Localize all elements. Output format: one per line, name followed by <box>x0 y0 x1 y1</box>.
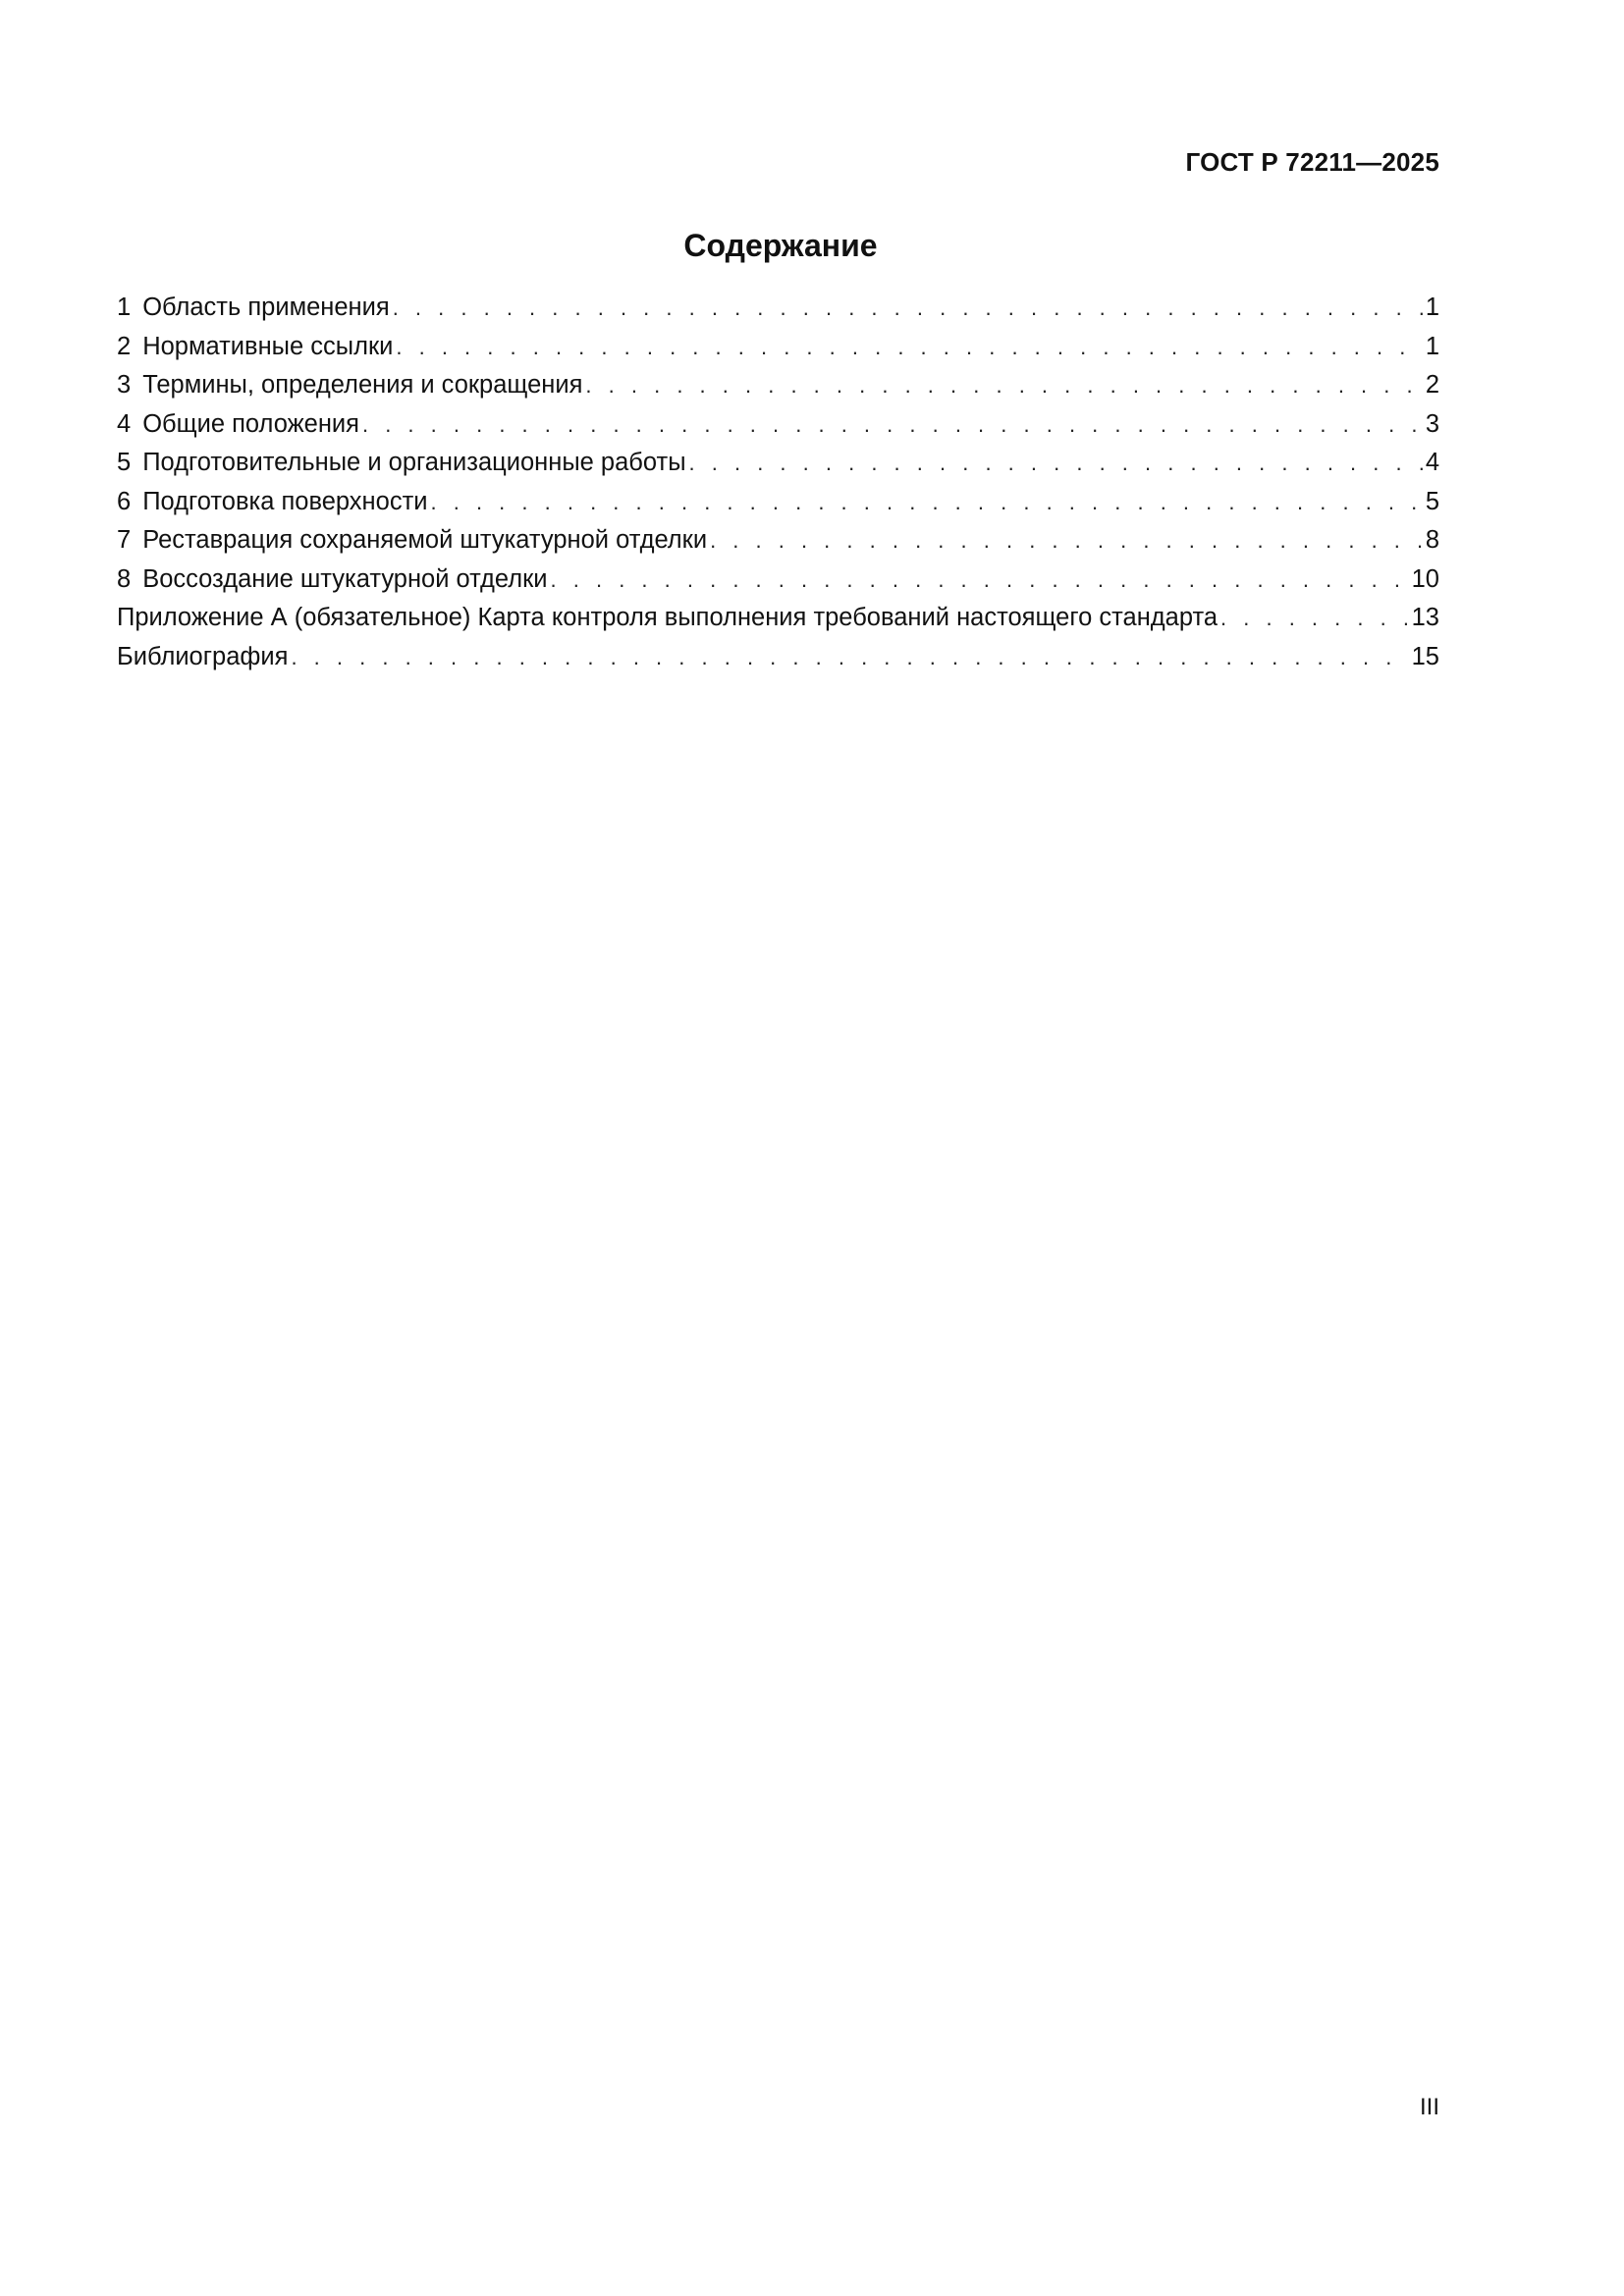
toc-entry-3[interactable] <box>117 369 1439 408</box>
toc-entry-bibliography[interactable] <box>117 641 1439 680</box>
toc-dot-leader <box>291 642 1408 673</box>
toc-entry-page: 2 <box>1425 371 1439 399</box>
page-number: III <box>1419 2094 1439 2120</box>
table-of-contents-title: Содержание <box>683 228 878 263</box>
toc-entry-title: Область применения <box>142 294 390 321</box>
toc-entry-number: 7 <box>117 526 132 554</box>
toc-entry-title: Подготовительные и организационные работы <box>142 449 686 476</box>
toc-entry-2[interactable] <box>117 331 1439 370</box>
toc-entry-1[interactable] <box>117 292 1439 331</box>
toc-entry-title-group <box>117 486 428 517</box>
toc-entry-8[interactable] <box>117 563 1439 603</box>
toc-entry-number: 2 <box>117 332 132 360</box>
document-code: ГОСТ Р 72211—2025 <box>1185 147 1439 177</box>
toc-entry-number: 5 <box>117 449 132 476</box>
toc-dot-leader <box>362 409 1423 441</box>
toc-entry-page: 15 <box>1411 642 1439 670</box>
toc-entry-page: 13 <box>1411 604 1439 631</box>
toc-entry-title-group <box>117 447 686 478</box>
toc-entry-page: 1 <box>1425 332 1439 360</box>
toc-entry-title: Нормативные ссылки <box>142 332 394 360</box>
toc-dot-leader <box>396 332 1422 363</box>
toc-dot-leader <box>431 487 1423 518</box>
toc-entry-6[interactable] <box>117 486 1439 525</box>
toc-entry-title-group <box>117 331 393 362</box>
toc-entry-page: 3 <box>1425 409 1439 438</box>
toc-entry-title: Библиография <box>117 642 289 670</box>
toc-entry-title: Реставрация сохраняемой штукатурной отделки <box>142 526 708 554</box>
toc-entry-title: Термины, определения и сокращения <box>142 371 583 399</box>
toc-dot-leader <box>585 370 1422 401</box>
toc-entry-title-group <box>117 292 390 323</box>
toc-entry-title-group <box>117 563 548 595</box>
toc-entry-title: Воссоздание штукатурной отделки <box>142 564 548 593</box>
toc-entry-title-group <box>117 641 288 672</box>
toc-dot-leader <box>689 448 1423 479</box>
toc-entry-title: Общие положения <box>142 409 359 438</box>
toc-entry-number: 6 <box>117 487 132 515</box>
toc-entry-title-group <box>117 602 1218 633</box>
toc-entry-title: Приложение А (обязательное) Карта контроля выполнения требований настоящего стандарта <box>117 604 1218 631</box>
toc-entry-title-group <box>117 524 707 556</box>
toc-entry-number: 1 <box>117 294 132 321</box>
toc-entry-7[interactable] <box>117 524 1439 563</box>
toc-entry-5[interactable] <box>117 447 1439 486</box>
toc-entry-appendix-a[interactable] <box>117 602 1439 641</box>
toc-entry-number: 3 <box>117 371 132 399</box>
table-of-contents <box>117 292 1439 679</box>
toc-entry-page: 10 <box>1411 564 1439 593</box>
toc-entry-number: 8 <box>117 564 132 593</box>
toc-entry-number: 4 <box>117 409 132 438</box>
toc-entry-title: Подготовка поверхности <box>142 487 428 515</box>
toc-entry-title-group <box>117 369 582 400</box>
toc-entry-page: 5 <box>1425 487 1439 515</box>
toc-entry-page: 8 <box>1425 526 1439 554</box>
toc-dot-leader <box>551 564 1409 596</box>
toc-entry-title-group <box>117 408 359 440</box>
toc-entry-4[interactable] <box>117 408 1439 448</box>
toc-dot-leader <box>710 525 1423 557</box>
toc-entry-page: 1 <box>1425 294 1439 321</box>
toc-dot-leader <box>393 293 1423 324</box>
toc-entry-page: 4 <box>1425 449 1439 476</box>
toc-dot-leader <box>1220 603 1409 634</box>
